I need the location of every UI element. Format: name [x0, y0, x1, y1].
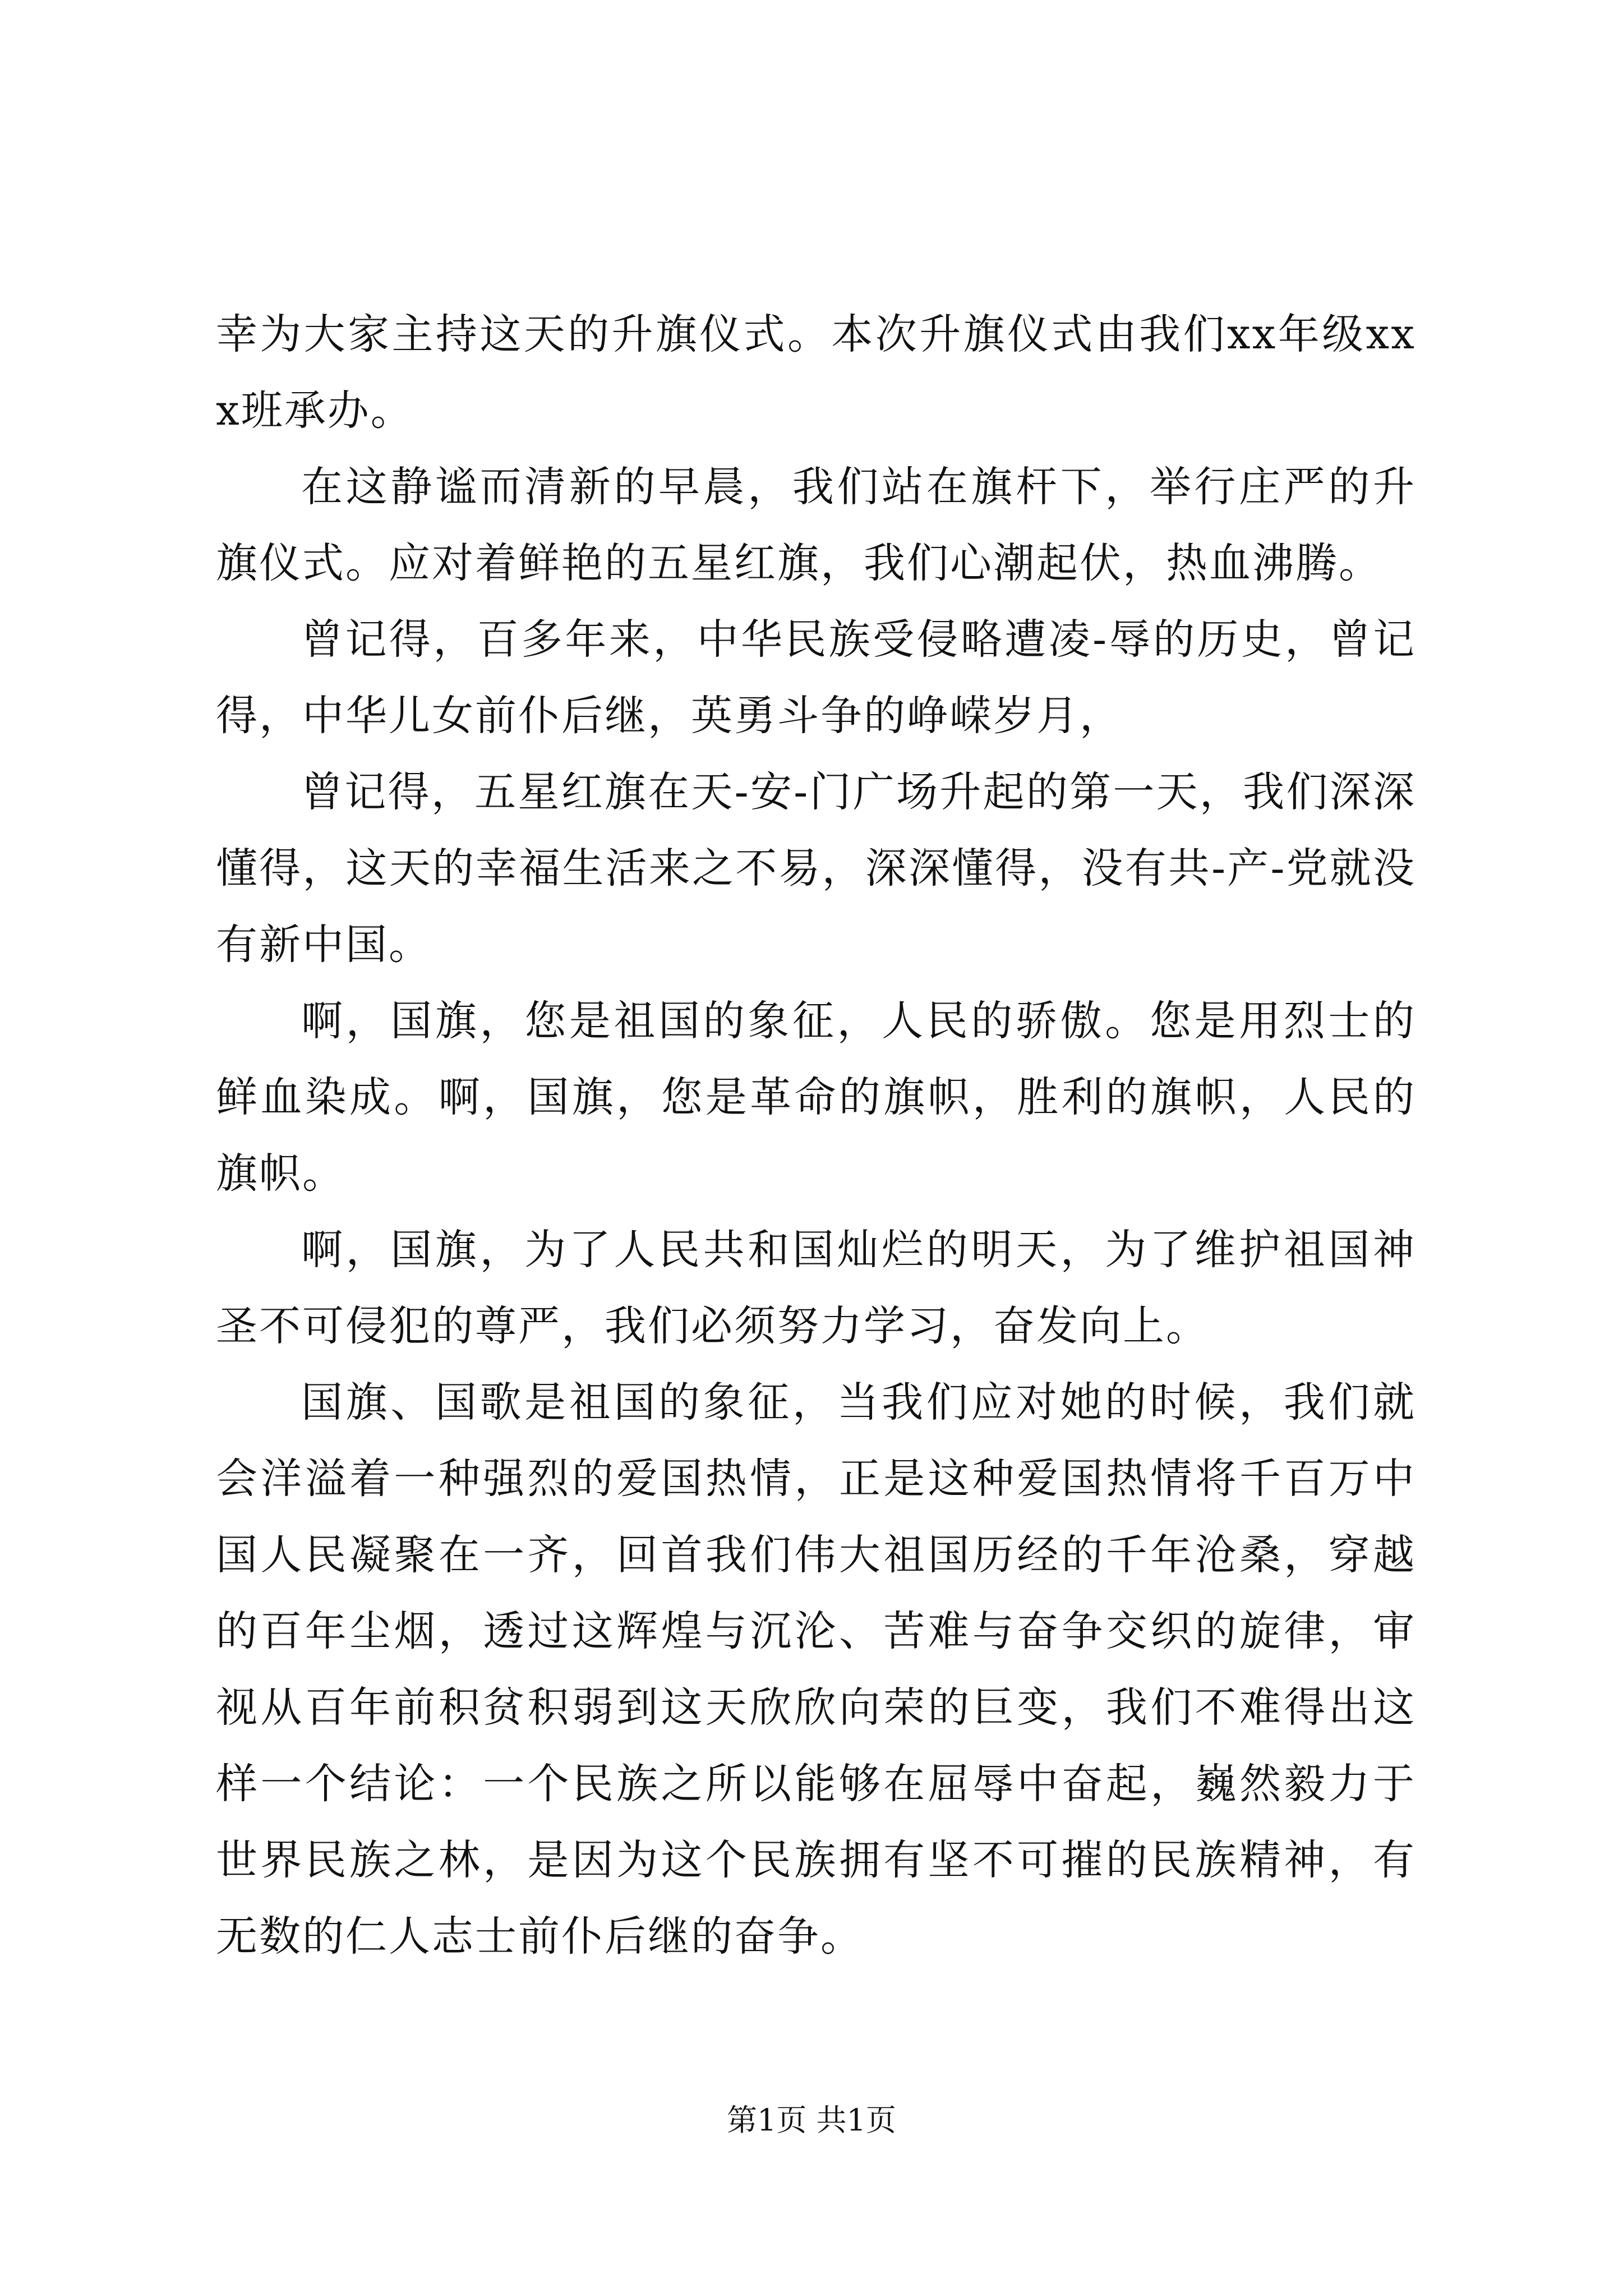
- page-footer: 第1页 共1页: [727, 2102, 896, 2138]
- paragraph-5: 啊，国旗，您是祖国的象征，人民的骄傲。您是用烈士的鲜血染成。啊，国旗，您是革命的旗帜，胜利的旗帜，人民的旗帜。: [216, 997, 1416, 1198]
- document-body: [216, 296, 1416, 1975]
- paragraph-2: 在这静谧而清新的早晨，我们站在旗杆下，举行庄严的升旗仪式。应对着鲜艳的五星红旗，我们心潮起伏，热血沸腾。: [216, 463, 1416, 587]
- paragraph-1: 幸为大家主持这天的升旗仪式。本次升旗仪式由我们xx年级xxx班承办。: [216, 310, 1416, 435]
- paragraph-3: 曾记得，百多年来，中华民族受侵略遭凌-辱的历史，曾记得，中华儿女前仆后继，英勇斗争的峥嵘岁月，: [216, 615, 1416, 740]
- paragraph-6: 啊，国旗，为了人民共和国灿烂的明天，为了维护祖国神圣不可侵犯的尊严，我们必须努力学习，奋发向上。: [216, 1226, 1416, 1350]
- paragraph-7: 国旗、国歌是祖国的象征，当我们应对她的时候，我们就会洋溢着一种强烈的爱国热情，正是这种爱国热情将千百万中国人民凝聚在一齐，回首我们伟大祖国历经的千年沧桑，穿越的百年尘烟，透过这辉煌与沉沦、苦难与奋争交织的旋律，审视从百年前积贫积弱到这天欣欣向荣的巨变，我们不难得出这样一个结论：一个民族之所以能够在屈辱中奋起，巍然毅力于世界民族之林，是因为这个民族拥有坚不可摧的民族精神，有无数的仁人志士前仆后继的奋争。: [216, 1378, 1416, 1961]
- paragraph-4: 曾记得，五星红旗在天-安-门广场升起的第一天，我们深深懂得，这天的幸福生活来之不易，深深懂得，没有共-产-党就没有新中国。: [216, 768, 1416, 969]
